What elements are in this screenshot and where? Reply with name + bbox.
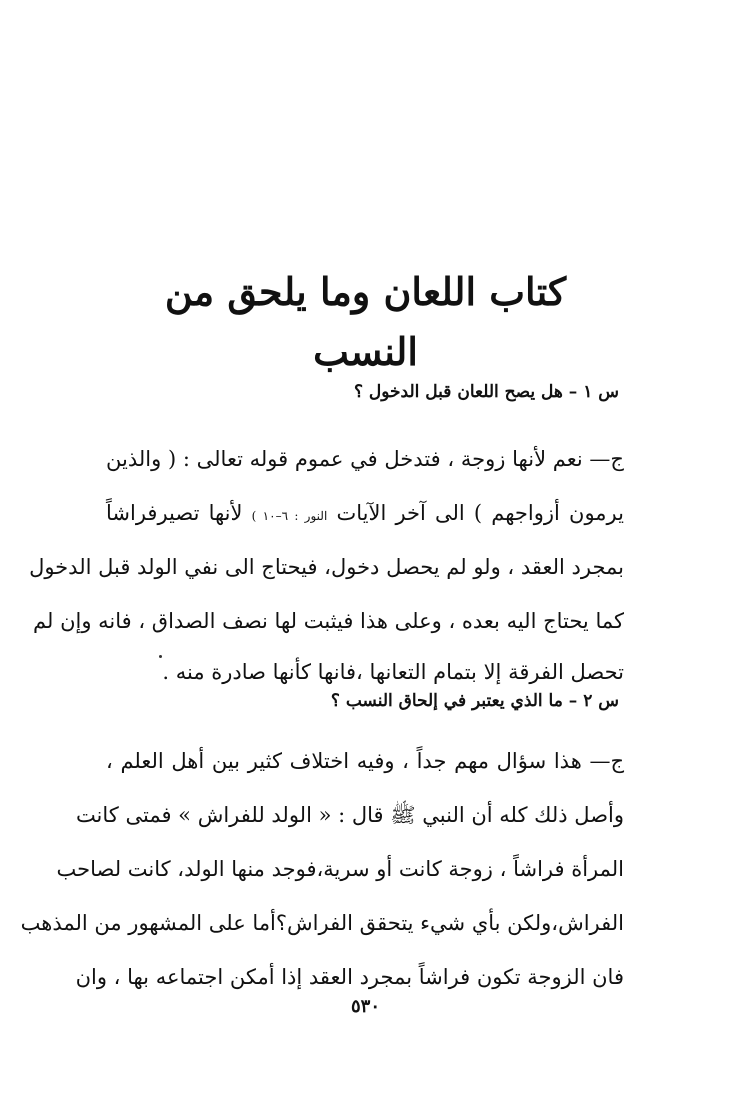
page-number: ٥٣٠ xyxy=(350,996,380,1017)
chapter-title: كتاب اللعان وما يلحق من النسب xyxy=(164,269,567,374)
answer-2-line-2: وأصل ذلك كله أن النبي ﷺ قال : « الولد للفراش » فمتى كانت xyxy=(75,803,624,827)
answer-1-line-3: بمجرد العقد ، ولو لم يحصل دخول، فيحتاج الى نفي الولد قبل الدخول xyxy=(29,555,624,579)
question-2: س ٢ – ما الذي يعتبر في إلحاق النسب ؟ xyxy=(330,691,619,711)
answer-1-line-2 xyxy=(106,486,624,540)
answer-2-line-3: المرأة فراشاً ، زوجة كانت أو سرية،فوجد منها الولد، كانت لصاحب xyxy=(56,857,624,881)
answer-2 xyxy=(20,734,624,1004)
answer-1-line-2-end: لأنها تصيرفراشاً xyxy=(106,501,243,525)
ink-dot xyxy=(159,655,162,658)
answer-2-line-5: فان الزوجة تكون فراشاً بمجرد العقد إذا أمكن اجتماعه بها ، وان xyxy=(75,965,624,989)
answer-2-line-4: الفراش،ولكن بأي شيء يتحقق الفراش؟أما على المشهور من المذهب xyxy=(20,911,624,935)
question-1: س ١ – هل يصح اللعان قبل الدخول ؟ xyxy=(353,382,619,402)
answer-2-line-1: ج— هذا سؤال مهم جداً ، وفيه اختلاف كثير بين أهل العلم ، xyxy=(106,749,624,773)
answer-1-line-1: ج— نعم لأنها زوجة ، فتدخل في عموم قوله تعالى : ( والذين xyxy=(106,447,624,471)
answer-1-line-5: تحصل الفرقة إلا بتمام التعانها ،فانها كأنها صادرة منه . xyxy=(162,660,624,684)
answer-1-line-2-text: يرمون أزواجهم ) الى آخر الآيات xyxy=(336,501,624,525)
answer-1 xyxy=(29,432,624,696)
answer-1-line-4: كما يحتاج اليه بعده ، وعلى هذا فيثبت لها نصف الصداق ، فانه وإن لم xyxy=(33,609,624,633)
quran-reference-note: النور : ٦–١٠ ) xyxy=(251,509,328,523)
